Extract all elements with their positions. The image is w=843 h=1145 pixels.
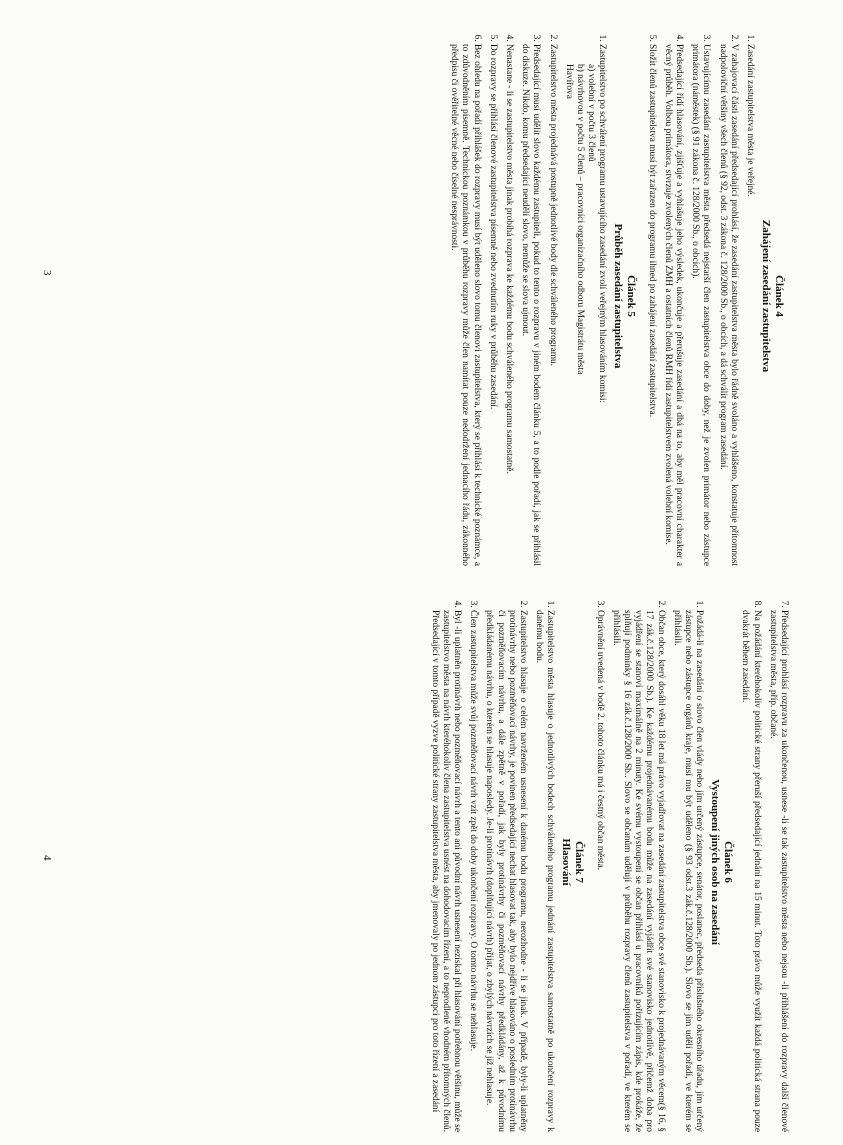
list-item: 1. Požádá-li na zasedání o slovo člen vlády nebo jím určený zástupce, senátor, poslanec, předseda příslušného okresního úřadu, jím určený zástupce nebo zástupce orgánů kraje, musí mu být uděleno (§ 93 odst.3 zák.č.128/2000 Sb.). Slovo se jim udělí pořadí, ve kterém se přihlásili. [671, 610, 705, 1132]
list-item: 5. Do rozpravy se přihlásí členové zastupitelstva písemně nebo zvednutím ruky v průběhu zasedání. [487, 44, 498, 566]
list-item: 4. Nenastane - li se zastupitelstvo města jinak probíhá rozprava ke každému bodu schváleného programu samostatně. [503, 44, 514, 566]
list-item: 2. Zastupitelstvo hlasuje o celém navrženém usnesení k danému bodu programu, nerozhodne - li se jinak. V případě, byly-li uplatněny protinávrhy nebo pozměňovací návrhy, je povinen předsedající nechat hlasovat tak, aby bylo nejdříve hlasováno o posledním protinávrhu či pozměňovacím návrhu, a dále zpětně v pořadí, jak byly protinávrhy či pozměňovací návrhy předkládány, až k původnímu předkládanému návrhu, o kterém se hlasuje naposledy. Je-li protinávrh (doplňující návrh) přijat, o zbylých návrzích se již nehlasuje. [483, 610, 528, 1132]
list-item: 5. Složit členů zastupitelstva musí být zařazen do programu ihned po zahájení zasedání zastupitelstva. [645, 44, 656, 566]
list-item: 3. Oprávnění uvedená v bodě 2. tohoto článku má i čestný občan města. [593, 610, 604, 1132]
list-item: 2. Občan obce, který dosáhl věku 18 let má právo vyjadřovat na zasedání zastupitelstva obce své stanovisko k projednávaným věcem(§ 16, § 17 zák.č.128/2000 Sb.). Ke každému projednávanému bodu může na zasedání vyjádřit své stanovisko jednotlivě, přičemž doba pro vyjádření se stanoví maximálně na 2 minuty. Ke svému vystoupení se občan přihlásí u pracovníků pořizujícím zápis, kde prokáže, že splňují podmínky § 16 zák.č.128/2000 Sb.. Slovo se občanům udělují v průběhu rozpravy členů zastupitelstva v pořadí, ve kterém se přihlásili. [610, 610, 666, 1132]
commission-place: Havířova [563, 64, 574, 99]
list-item [563, 44, 608, 566]
list-item: 8. Na požádání kteréhokoliv politické strany přeruší předsedající jednání na 15 minut. Toto právo může využít každá politická strana pouze dvakrát během zasedání. [739, 610, 761, 1132]
article-5-heading: Článek 5 [625, 275, 638, 317]
article-5-subheading: Průběh zasedání zastupitelstva [612, 223, 625, 369]
list-item: 7. Předsedající prohlásí rozpravu za ukončenou, usnese -li se tak zastupitelstvo města nebo nejsou -li přihlášeni do rozpravy další členové zastupitelstva města, příp. občané. [767, 610, 789, 1132]
list-item: 4. Předsedající řídí hlasování, zjišťuje a vyhlašuje jeho výsledek, ukončuje a přerušuje zasedání a dbá na to, aby měl pracovní charakter a věcný průběh. Volbou primátora, stvrzuje zvolených členů ZMH a ostatních členů RMH řídí zastupitelstvem zvolená volební komise. [662, 44, 684, 566]
article-7 [428, 592, 585, 1132]
list-item: 1. Zastupitelstvo města hlasuje o jednotlivých bodech schváleného programu jednání zastupitelstva samostatně po ukončení rozpravy k danému bodu. [533, 610, 555, 1132]
commission-b: b) návrhovou v počtu 5 členů – pracovníci organizačního odboru Magistrátu města [574, 64, 585, 375]
article-7-list [428, 592, 555, 1132]
list-item: 1. Zasedání zastupitelstva města je veřejné. [744, 44, 755, 566]
article-4 [645, 26, 785, 566]
article-6 [593, 592, 734, 1132]
article-4-list [645, 26, 755, 566]
page-number-3: 3 [41, 270, 53, 276]
article-4-subheading: Zahájení zasedání zastupitelstva [760, 219, 772, 373]
page-3-column [0, 26, 843, 566]
item-intro: Zastupitelstvo po schválení programu ustavujícího zasedání zvolí veřejným hlasováním komisi: [597, 44, 608, 404]
list-item: 3. Ustavujícímu zasedání zastupitelstva města předsedá nejstarší člen zastupitelstva obce do doby, než je zvolen primátor nebo zástupce primátora (náměstek) (§ 91 zákona č. 128/2000 Sb., o obcích). [689, 44, 711, 566]
article-5-list [448, 26, 607, 566]
list-item: 3. Člen zastupitelstva může svůj pozměňovací návrh vzít zpět do doby ukončení rozpravy. O tomto návrhu se nehlasuje. [467, 610, 478, 1132]
article-6-heading: Článek 6 [722, 841, 735, 883]
commission-a: a) volební v počtu 3 členů [586, 64, 597, 162]
list-item: 4. Byl -li uplatněn protinávrh nebo pozměňovací návrh a tento ani původní návrh usnesení nezískal při hlasování potřebnou většinu, může se zastupitelstvo města na návrh kteréhokoliv člena zastupitelstva usnést na dohodovacím řízení, a to neprodleně vhodném přítomných členů. Předsedající v tomto případě vyzve politické strany zastupitelstva města, aby jmenovaly po jednom zástupci pro toto řízení a zasedání [428, 610, 462, 1132]
list-item: 2. Zastupitelstvo města projednává postupně jednotlivé body dle schváleného programu. [546, 44, 557, 566]
list-item: 6. Bez ohledu na pořadí přihlášek do rozpravy musí být uděleno slovo tomu členovi zastupitelstva, který se přihlásí k technické poznámce, a to zdůvodněním písemně. Technickou poznámkou v průběhu rozpravy může člen namítat pouze nedodržení jednacího řádu, zákonného předpisu či ověřitelné věcné nebo číselné nesprávnosti. [448, 44, 482, 566]
article-7-subheading: Hlasování [560, 838, 573, 886]
article-6-list [593, 592, 704, 1132]
list-item: 2. V zahajovací části zasedání předsedající prohlásí, že zasedání zastupitelstva města bylo řádně svoláno a vyhlášeno, konstatuje přítomnost nadpoloviční většiny všech členů (§ 92, odst. 3 zákona č. 128/2000 Sb., o obcích, a dá schválit program zasedání. [716, 44, 738, 566]
commission-list [563, 64, 597, 566]
article-5 [448, 26, 637, 566]
list-item: 3. Předsedající musí udělit slovo každému zastupiteli, pokud to tento o rozpravu v jiném bodem článku 5, a to podle pořadí, jak se přihlásil do diskuze. Nikdo, komu předsedající neudělí slovo, nemůže se slova ujmout. [519, 44, 541, 566]
article-5-continued-list [739, 592, 789, 1132]
page-number-4: 4 [41, 855, 53, 861]
article-4-heading: Článek 4 [773, 275, 785, 317]
article-7-heading: Článek 7 [573, 841, 586, 883]
page-4-column [0, 592, 843, 1132]
article-6-subheading: Vystoupení jiných osob na zasedání [709, 779, 722, 945]
